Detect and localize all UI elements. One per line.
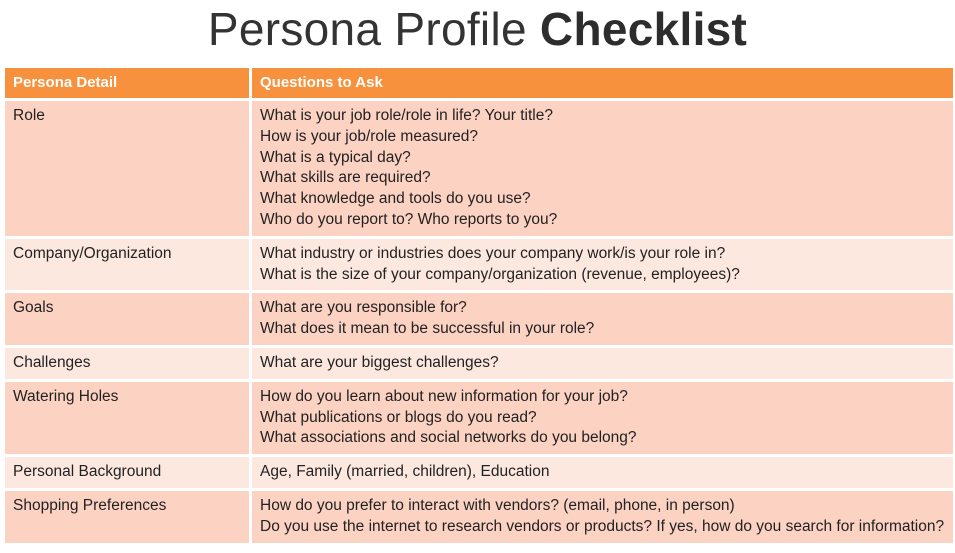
header-persona-detail: Persona Detail: [5, 68, 249, 98]
question-text: What does it mean to be successful in your role?: [260, 320, 595, 338]
table-header-row: [5, 68, 953, 98]
table-row: [5, 491, 953, 543]
question-text: What knowledge and tools do you use?: [260, 190, 531, 208]
questions-cell: [252, 293, 953, 345]
question-text: What publications or blogs do you read?: [260, 408, 537, 426]
question-text: What is your job role/role in life? Your title?: [260, 107, 553, 124]
question-text: What industry or industries does your company work/is your role in?: [260, 244, 726, 262]
question-text: What is the size of your company/organization (revenue, employees)?: [260, 265, 740, 283]
question-text: How is your job/role measured?: [260, 127, 478, 145]
title-light-text: Persona Profile: [207, 3, 540, 55]
persona-detail-cell: Challenges: [5, 348, 249, 379]
question-text: Who do you report to? Who reports to you?: [260, 210, 558, 228]
persona-detail-cell: Role: [5, 101, 249, 236]
table-row: [5, 457, 953, 488]
question-text: How do you prefer to interact with vendors? (email, phone, in person): [260, 496, 735, 514]
question-text: What are your biggest challenges?: [260, 353, 499, 371]
questions-cell: [252, 491, 953, 543]
question-text: Age, Family (married, children), Education: [260, 463, 550, 481]
question-text: What associations and social networks do you belong?: [260, 429, 637, 447]
persona-table: [5, 68, 953, 546]
table-row: [5, 101, 953, 236]
page-title: [0, 0, 955, 62]
header-questions-to-ask: Questions to Ask: [252, 68, 953, 98]
persona-detail-cell: Company/Organization: [5, 239, 249, 291]
table-row: [5, 293, 953, 345]
title-bold-text: Checklist: [539, 3, 748, 55]
table-row: [5, 382, 953, 454]
table-body: [5, 101, 953, 543]
question-text: How do you learn about new information for your job?: [260, 387, 628, 405]
questions-cell: [252, 239, 953, 291]
table-row: [5, 239, 953, 291]
persona-detail-cell: Personal Background: [5, 457, 249, 488]
questions-cell: [252, 382, 953, 454]
questions-cell: [252, 101, 953, 236]
questions-cell: [252, 457, 953, 488]
question-text: What is a typical day?: [260, 148, 411, 166]
persona-detail-cell: Goals: [5, 293, 249, 345]
questions-cell: [252, 348, 953, 379]
question-text: What skills are required?: [260, 169, 431, 187]
persona-detail-cell: Watering Holes: [5, 382, 249, 454]
question-text: Do you use the internet to research vendors or products? If yes, how do you search for information?: [260, 517, 945, 535]
question-text: What are you responsible for?: [260, 299, 467, 317]
persona-detail-cell: Shopping Preferences: [5, 491, 249, 543]
table-row: [5, 348, 953, 379]
